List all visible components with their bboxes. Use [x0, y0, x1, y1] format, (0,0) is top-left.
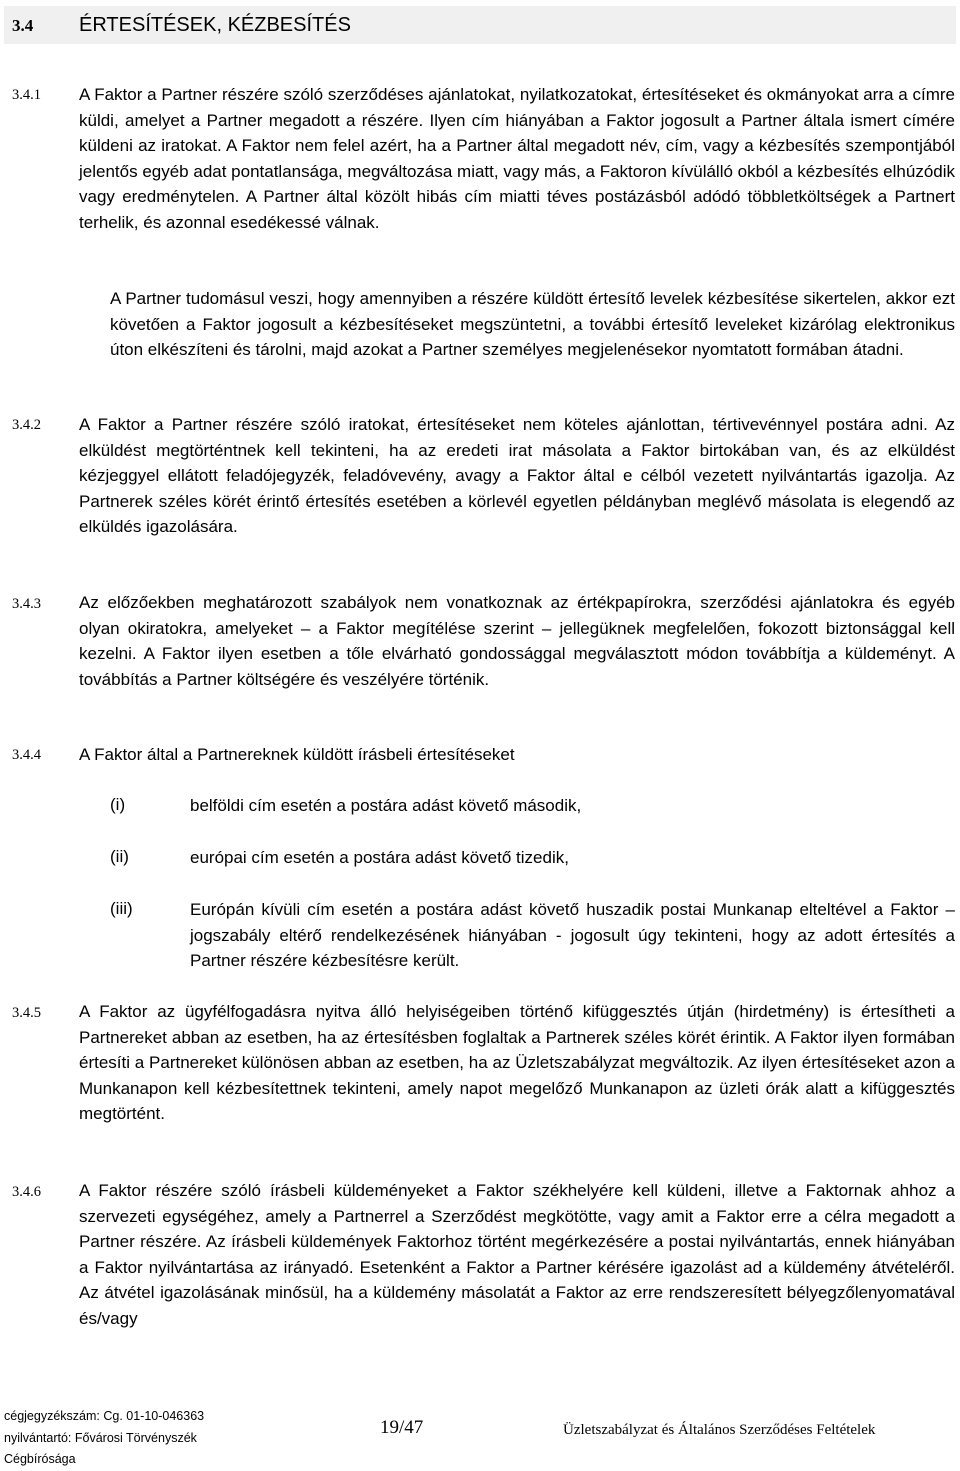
- paragraph-3-4-1-a: [79, 82, 955, 235]
- subsection-number: 3.4.4: [12, 747, 41, 763]
- page-number: 19/47: [380, 1417, 424, 1438]
- list-item-text: belföldi cím esetén a postára adást követő második,: [190, 796, 582, 815]
- footer-registry-number: cégjegyzékszám: Cg. 01-10-046363: [4, 1409, 205, 1423]
- subsection-number: 3.4.3: [12, 596, 41, 612]
- footer-company-info: [4, 1406, 204, 1471]
- footer-registrar: nyilvántartó: Fővárosi Törvényszék: [4, 1430, 197, 1445]
- paragraph-3-4-2: A Faktor a Partner részére szóló iratokat, értesítéseket nem köteles ajánlottan, tértivevénnyel postára adni. Az elküldést megtörténtnek kell tekinteni, ha az eredeti irat másolata a Faktor birtokában van, és az elküldést kézjeggyel ellátott feladójegyzék, feladóvevény, avagy a Faktor által e célból vezetett nyilvántartás igazolja. Az Partnerek széles körét érintő értesítés esetében a körlevél egyetlen példányban meglévő másolata is elegendő az elküldés igazolására.: [79, 415, 955, 536]
- subsection-number: 3.4.2: [12, 417, 41, 433]
- section-title: ÉRTESÍTÉSEK, KÉZBESÍTÉS: [79, 14, 351, 36]
- paragraph-3-4-3: Az előzőekben meghatározott szabályok nem vonatkoznak az értékpapírokra, szerződési ajánlatokra és egyéb olyan okiratokra, amelyeket – a Faktor megítélése szerint – jellegüknek megfelelően, fokozott biztonsággal kell kezelni. A Faktor ilyen esetben a tőle elvárható gondossággal megválasztott módon továbbítja a küldeményt. A továbbítás a Partner költségére és veszélyére történik.: [79, 593, 955, 689]
- list-item-text: Európán kívüli cím esetén a postára adást követő huszadik postai Munkanap elteltével a Faktor – jogszabály eltérő rendelkezésének hiányában - jogosult úgy tekinteni, hogy az adott értesítés a Partner részére kézbesítésre került.: [190, 900, 955, 970]
- paragraph-3-4-5: A Faktor az ügyfélfogadásra nyitva álló helyiségeiben történő kifüggesztés útján (hirdetmény) is értesítheti a Partnereket abban az esetben, ha az értesítésben foglaltak a Partnerek széles körét érintik. A Faktor ilyen formában értesíti a Partnereket különösen abban az esetben, ha az Üzletszabályzat megváltozik. Az ilyen értesítéseket azon a Munkanapon kell kézbesítettnek tekinteni, amely napot megelőző Munkanapon az üzleti órák alatt a kifüggesztés megtörtént.: [79, 1002, 955, 1123]
- paragraph-text: A Faktor a Partner részére szóló szerződéses ajánlatokat, nyilatkozatokat, értesítéseket és okmányokat arra a címre küldi, amelyet a Partner megadott a részére. Ilyen cím hiányában a Faktor jogosult a Partner általa ismert címére küldeni az iratokat. A Faktor nem felel azért, ha a Partner által megadott név, cím, vagy a kézbesítés szempontjából jelentős egyéb adat pontatlansága, megváltozása miatt, vagy más, a Faktoron kívülálló okból a kézbesítés elhúzódik vagy eredménytelen. A Partner által közölt hibás cím miatti téves postázásból adódó többletköltségek a Partnert terhelik, és azonnal esedékessé válnak.: [79, 85, 956, 232]
- list-item-label: (i): [110, 795, 126, 814]
- paragraph-3-4-6: A Faktor részére szóló írásbeli küldeményeket a Faktor székhelyére kell küldeni, illetve a Faktornak ahhoz a szervezeti egységéhez, amely a Partnerrel a Szerződést megkötötte, vagy amit a Faktor erre a célra megadott a Partner részére. Az írásbeli küldemények Faktorhoz történt megérkezésére a postai nyilvántartás, ennek hiányában a Faktor nyilvántartása az irányadó. Esetenként a Faktor a Partner kérésére igazolást ad a küldemény átvételéről. Az átvétel igazolásának minősül, ha a küldemény másolatát a Faktor az erre rendszeresített bélyegzőlenyomatával és/vagy: [79, 1181, 955, 1328]
- list-item-text: európai cím esetén a postára adást követő tizedik,: [190, 848, 569, 867]
- section-number: 3.4: [12, 16, 34, 35]
- footer-registrar-court: Cégbírósága: [4, 1452, 76, 1466]
- list-item-label: (ii): [110, 847, 129, 866]
- paragraph-3-4-1-b: A Partner tudomásul veszi, hogy amennyiben a részére küldött értesítő levelek kézbesítése sikertelen, akkor ezt követően a Faktor jogosult a kézbesítéseket megszüntetni, a további értesítő leveleket kizárólag elektronikus úton elkészíteni és tárolni, majd azokat a Partner személyes megjelenésekor nyomtatott formában átadni.: [110, 289, 955, 359]
- subsection-number: 3.4.1: [12, 87, 41, 103]
- subsection-number: 3.4.5: [12, 1005, 41, 1021]
- footer-document-title: Üzletszabályzat és Általános Szerződéses Feltételek: [563, 1422, 876, 1438]
- paragraph-3-4-4: A Faktor által a Partnereknek küldött írásbeli értesítéseket: [79, 745, 515, 764]
- subsection-number: 3.4.6: [12, 1184, 41, 1200]
- list-item-label: (iii): [110, 899, 133, 918]
